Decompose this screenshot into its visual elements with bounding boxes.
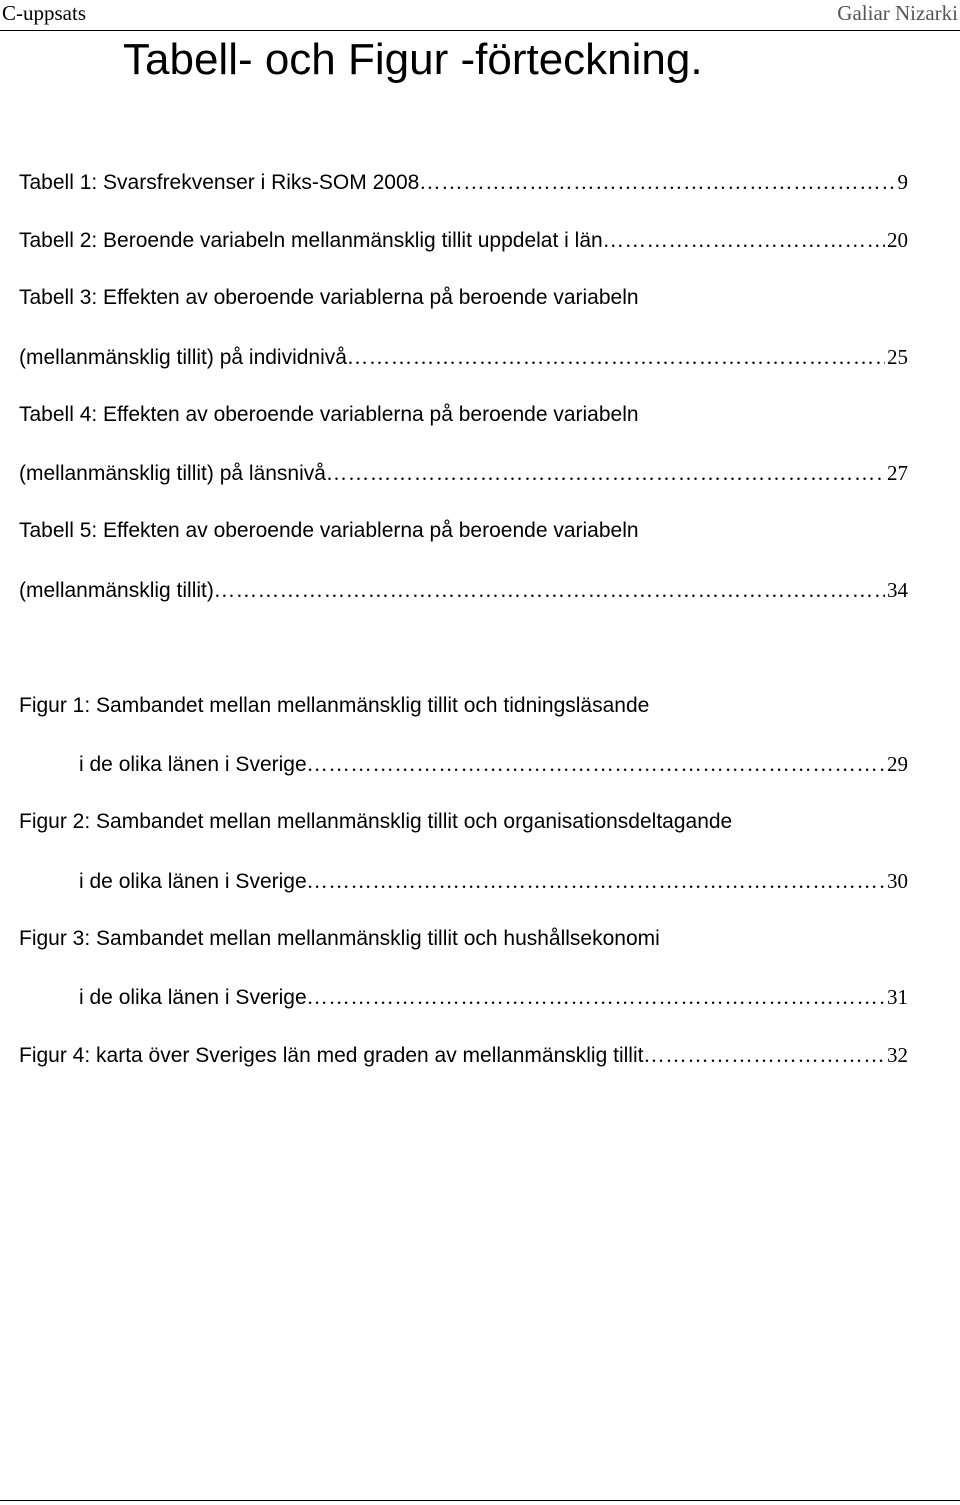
toc-entry-table-4 [19, 458, 908, 488]
toc-entry-figure-2 [79, 866, 908, 896]
toc-entry-table-2 [19, 225, 908, 255]
toc-entry-figure-1 [79, 749, 908, 779]
toc-page-number: 27 [887, 461, 908, 485]
toc-leader-dots [326, 458, 885, 488]
toc-entry-text: Figur 4: karta över Sveriges län med graden av mellanmänsklig tillit [19, 1044, 644, 1067]
toc-entry-text: i de olika länen i Sverige [79, 870, 307, 893]
toc-entry-figure-3-line1: Figur 3: Sambandet mellan mellanmänsklig tillit och hushållsekonomi [19, 927, 660, 950]
header-right-text: Galiar Nizarki [837, 1, 958, 25]
toc-leader-dots [214, 575, 885, 605]
page-title: Tabell- och Figur -förteckning. [123, 35, 703, 84]
toc-leader-dots [643, 1040, 885, 1070]
toc-leader-dots [307, 866, 885, 896]
header-left-text: C-uppsats [2, 1, 86, 25]
toc-entry-text: i de olika länen i Sverige [79, 986, 307, 1009]
toc-leader-dots [419, 167, 895, 197]
toc-entry-text: (mellanmänsklig tillit) [19, 579, 214, 602]
toc-page-number: 32 [887, 1043, 908, 1067]
toc-entry-table-5-line1: Tabell 5: Effekten av oberoende variablerna på beroende variabeln [19, 519, 639, 542]
toc-page-number: 31 [887, 985, 908, 1009]
toc-page-number: 30 [887, 869, 908, 893]
toc-entry-table-1 [19, 167, 908, 197]
footer-rule [0, 1500, 960, 1501]
toc-page-number: 25 [887, 345, 908, 369]
toc-entry-table-5 [19, 575, 908, 605]
toc-entry-table-3-line1: Tabell 3: Effekten av oberoende variablerna på beroende variabeln [19, 286, 639, 309]
toc-entry-table-3 [19, 342, 908, 372]
toc-page-number: 29 [887, 752, 908, 776]
toc-leader-dots [347, 342, 885, 372]
toc-entry-text: Tabell 1: Svarsfrekvenser i Riks-SOM 2008 [19, 171, 420, 194]
toc-entry-table-4-line1: Tabell 4: Effekten av oberoende variablerna på beroende variabeln [19, 403, 639, 426]
toc-leader-dots [307, 749, 885, 779]
toc-entry-text: i de olika länen i Sverige [79, 753, 307, 776]
toc-page-number: 34 [887, 578, 908, 602]
toc-entry-text: (mellanmänsklig tillit) på individnivå [19, 346, 347, 369]
toc-page-number: 20 [887, 228, 908, 252]
toc-entry-figure-2-line1: Figur 2: Sambandet mellan mellanmänsklig tillit och organisationsdeltagande [19, 810, 733, 833]
toc-entry-figure-3 [79, 982, 908, 1012]
toc-entry-text: Tabell 2: Beroende variabeln mellanmänsklig tillit uppdelat i län [19, 229, 603, 252]
toc-page-number: 9 [897, 170, 908, 194]
toc-entry-figure-1-line1: Figur 1: Sambandet mellan mellanmänsklig tillit och tidningsläsande [19, 694, 650, 717]
toc-entry-text: (mellanmänsklig tillit) på länsnivå [19, 462, 326, 485]
toc-leader-dots [603, 225, 885, 255]
page-header [0, 0, 960, 31]
toc-leader-dots [307, 982, 885, 1012]
toc-entry-figure-4 [19, 1040, 908, 1070]
